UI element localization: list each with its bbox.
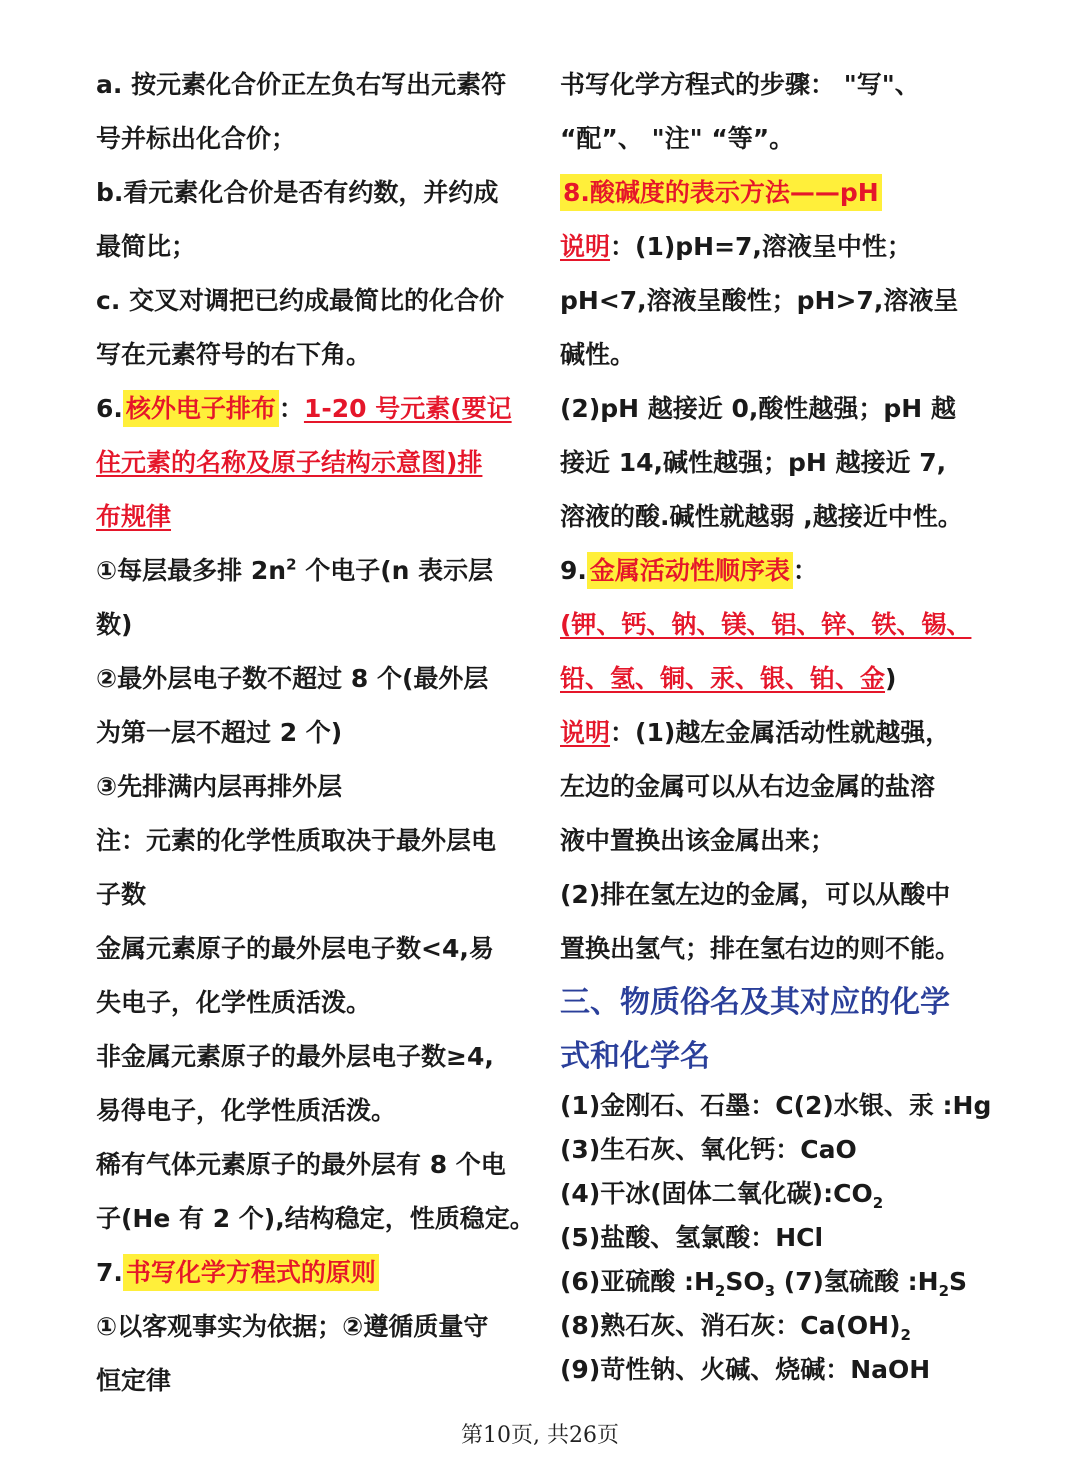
- page-footer: 第10页, 共26页: [461, 1423, 619, 1448]
- note-label: 说明: [560, 718, 611, 747]
- rule-1: [96, 544, 544, 598]
- text-line: ①以客观事实为依据；②遵循质量守: [96, 1312, 489, 1341]
- subscript: 2: [938, 1282, 950, 1300]
- note-text: ：(1)越左金属活动性就越强，: [610, 718, 951, 747]
- text-line: 溶液的酸.碱性就越弱 ,越接近中性。: [560, 502, 963, 531]
- text-line: 恒定律: [96, 1366, 172, 1395]
- text-line: 最简比；: [96, 232, 197, 261]
- text-line: 子(He 有 2 个),结构稳定，性质稳定。: [96, 1204, 535, 1233]
- section-6-subtitle: 1-20 号元素(要记: [303, 394, 512, 423]
- text-line: 稀有气体元素原子的最外层有 8 个电: [96, 1150, 506, 1179]
- subscript: 3: [764, 1282, 776, 1300]
- list-item: (5)盐酸、氢氯酸：HCl: [560, 1223, 824, 1252]
- section-6-subtitle-line: 住元素的名称及原子结构示意图)排: [96, 448, 483, 477]
- list-item: (9)苛性钠、火碱、烧碱：NaOH: [560, 1355, 931, 1384]
- list-item: [560, 1304, 1030, 1348]
- paren: ): [885, 664, 897, 693]
- rule-3: ③先排满内层再排外层: [96, 772, 343, 801]
- section-3-heading: 三、物质俗名及其对应的化学: [560, 985, 950, 1020]
- text-line: 金属元素原子的最外层电子数<4,易: [96, 934, 494, 963]
- text-line: b.看元素化合价是否有约数，并约成: [96, 178, 499, 207]
- text-line: 数): [96, 610, 133, 639]
- text-line: 左边的金属可以从右边金属的盐溶: [560, 772, 936, 801]
- rule-2: ②最外层电子数不超过 8 个(最外层: [96, 664, 489, 693]
- subscript: 2: [872, 1194, 884, 1212]
- metal-sequence-end: 铅、氢、铜、汞、银、铂、金: [560, 664, 886, 693]
- note-line: 注：元素的化学性质取决于最外层电: [96, 826, 497, 855]
- text-line: 接近 14,碱性越强；pH 越接近 7,: [560, 448, 947, 477]
- colon: ：: [792, 556, 818, 585]
- section-number: 9.: [560, 556, 587, 585]
- list-item: [560, 1172, 1030, 1216]
- text-line: [560, 220, 1030, 274]
- metal-sequence: (钾、钙、钠、镁、铝、锌、铁、锡、: [560, 610, 972, 639]
- section-6-title: 核外电子排布: [123, 390, 279, 427]
- text-line: pH<7,溶液呈酸性；pH>7,溶液呈: [560, 286, 959, 315]
- section-8-heading: [560, 166, 1030, 220]
- list-item: (1)金刚石、石墨：C(2)水银、汞 :Hg: [560, 1091, 992, 1120]
- rule-1-text: ①每层最多排 2n: [96, 556, 287, 585]
- superscript: 2: [286, 555, 297, 574]
- text-line: 易得电子，化学性质活泼。: [96, 1096, 397, 1125]
- item-text: (7)氢硫酸 :H: [775, 1267, 939, 1296]
- subscript: 2: [714, 1282, 726, 1300]
- text-line: c. 交叉对调把已约成最简比的化合价: [96, 286, 505, 315]
- text-line: 写在元素符号的右下角。: [96, 340, 372, 369]
- item-text: SO: [725, 1267, 765, 1296]
- section-6-heading: [96, 382, 544, 436]
- item-text: (4)干冰(固体二氧化碳):CO: [560, 1179, 873, 1208]
- section-number: 7.: [96, 1258, 123, 1287]
- left-column: [96, 58, 544, 1408]
- colon: ：: [278, 394, 304, 423]
- text-line: 失电子，化学性质活泼。: [96, 988, 372, 1017]
- note-label: 说明: [560, 232, 611, 261]
- note-text: ：(1)pH=7,溶液呈中性；: [610, 232, 912, 261]
- text-line: 号并标出化合价；: [96, 124, 297, 153]
- text-line: 书写化学方程式的步骤： "写"、: [560, 70, 920, 99]
- section-7-title: 书写化学方程式的原则: [123, 1254, 379, 1291]
- rule-1-text-end: 个电子(n 表示层: [296, 556, 494, 585]
- section-6-subtitle-line: [96, 490, 544, 544]
- text-line: 液中置换出该金属出来；: [560, 826, 836, 855]
- section-3-heading: 式和化学名: [560, 1039, 710, 1074]
- list-item: (3)生石灰、氧化钙：CaO: [560, 1135, 857, 1164]
- section-number: 6.: [96, 394, 123, 423]
- section-6-subtitle-end: 布规律: [96, 502, 172, 531]
- text-line: (2)排在氢左边的金属，可以从酸中: [560, 880, 951, 909]
- text-line: (2)pH 越接近 0,酸性越强；pH 越: [560, 394, 956, 423]
- text-line: 非金属元素原子的最外层电子数≥4,: [96, 1042, 494, 1071]
- text-line: “配”、 "注" “等”。: [560, 124, 795, 153]
- text-line: 子数: [96, 880, 147, 909]
- item-text: S: [949, 1267, 968, 1296]
- section-9-heading: [560, 544, 1030, 598]
- section-7-heading: [96, 1246, 544, 1300]
- text-line: a. 按元素化合价正左负右写出元素符: [96, 70, 507, 99]
- section-8-title: 8.酸碱度的表示方法——pH: [560, 174, 882, 211]
- list-item: [560, 1260, 1030, 1304]
- subscript: 2: [900, 1326, 911, 1344]
- item-text: (8)熟石灰、消石灰：Ca(OH): [560, 1311, 901, 1340]
- metal-sequence: [560, 652, 1030, 706]
- section-9-title: 金属活动性顺序表: [587, 552, 793, 589]
- right-column: [560, 58, 1030, 1392]
- text-line: 置换出氢气；排在氢右边的则不能。: [560, 934, 961, 963]
- text-line: 为第一层不超过 2 个): [96, 718, 343, 747]
- text-line: [560, 706, 1030, 760]
- text-line: 碱性。: [560, 340, 636, 369]
- item-text: (6)亚硫酸 :H: [560, 1267, 715, 1296]
